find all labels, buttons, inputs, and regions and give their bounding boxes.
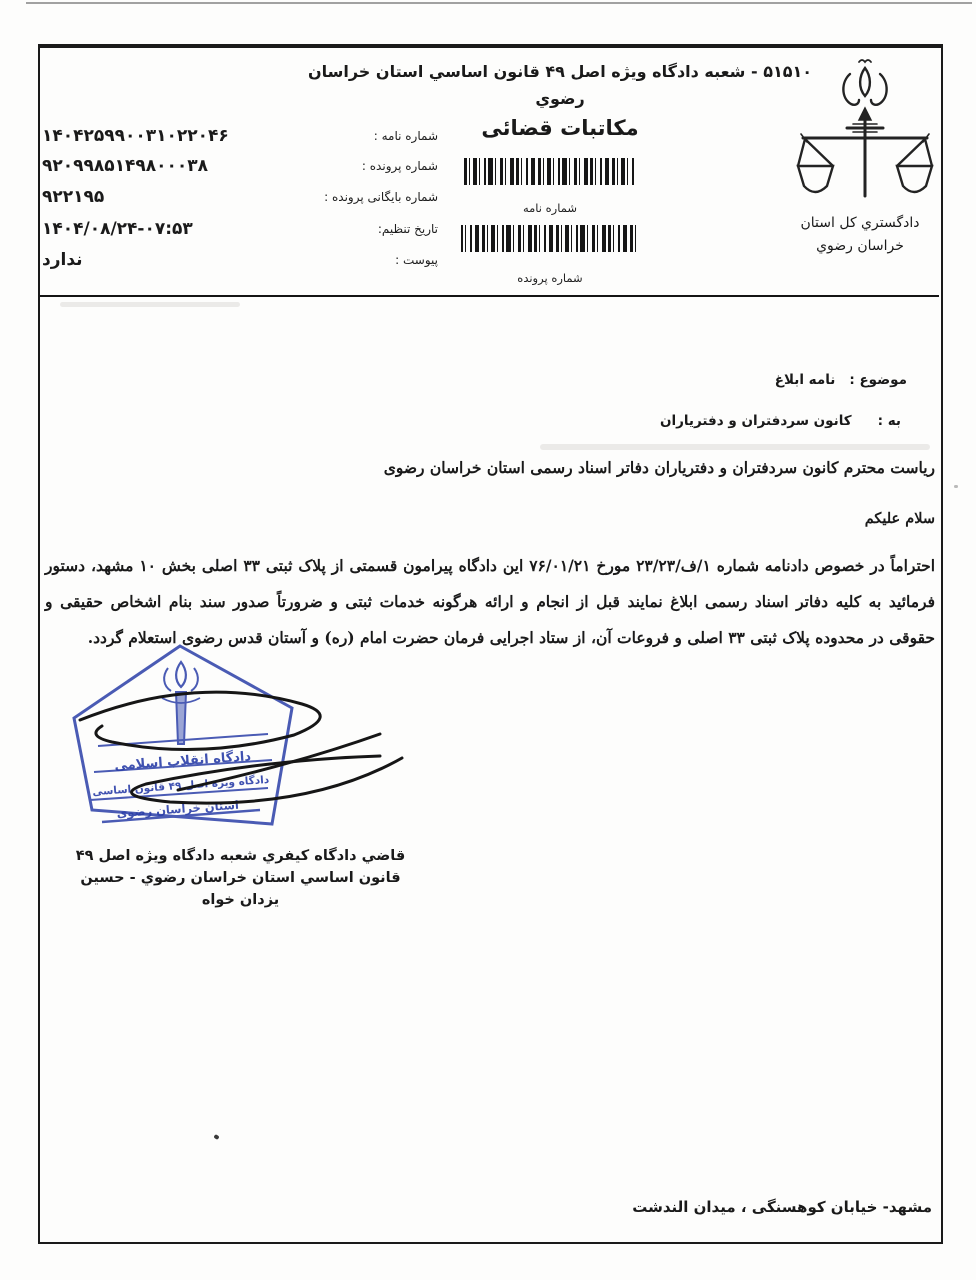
meta-row-attachment: [42, 245, 438, 275]
justice-department-caption: [770, 212, 950, 258]
attachment-label: پیوست :: [395, 253, 438, 267]
subject-label: موضوع :: [849, 372, 907, 388]
date-label: تاریخ تنظیم:: [377, 222, 438, 236]
signer-line1: قاضي دادگاه كيفري شعبه دادگاه ويژه اصل ۴۹: [75, 848, 406, 864]
court-branch-title-line1: ۵۱۵۱۰ - شعبه دادگاه ویژه اصل ۴۹ قانون اساسي استان خراسان: [307, 62, 813, 81]
footer-address: مشهد- خیابان کوهسنگی ، میدان الندشت: [632, 1198, 932, 1216]
scan-smudge: [540, 444, 930, 450]
attachment-value: ندارد: [42, 250, 83, 270]
case-number-label: شماره پرونده :: [361, 159, 438, 173]
meta-row-date: [42, 213, 438, 245]
stamp-text-line1: دادگاه انقلاب اسلامی: [113, 749, 252, 774]
scan-speck: [954, 485, 958, 488]
court-stamp: [50, 638, 440, 853]
court-branch-title: [240, 58, 880, 112]
salutation: سلام علیکم: [864, 510, 935, 527]
document-type-title: مکاتبات قضائی: [481, 116, 639, 140]
to-label: به :: [877, 413, 901, 429]
barcode-case-number-caption: شماره پرونده: [517, 271, 583, 285]
scan-edge-line: [26, 2, 972, 4]
justice-department-caption-line1: دادگستري كل استان: [800, 215, 920, 231]
subject-value: نامه ابلاغ: [774, 372, 836, 388]
signer-line3: يزدان خواه: [201, 892, 280, 908]
to-row: [660, 413, 901, 429]
meta-row-letter-number: [42, 121, 438, 151]
recipient-line: ریاست محترم کانون سردفتران و دفتریاران دفاتر اسناد رسمی استان خراسان رضوی: [383, 458, 935, 477]
stamp-text-line3: استان خراسان رضوی: [116, 797, 240, 821]
judiciary-scales-emblem: [795, 54, 935, 214]
signer-line2: قانون اساسي استان خراسان رضوي - حسين: [80, 870, 401, 886]
letter-number-value: ۱۴۰۴۲۵۹۹۰۰۳۱۰۲۲۰۴۶: [42, 126, 229, 146]
header-separator-line: [40, 295, 939, 297]
archive-number-value: ۹۲۲۱۹۵: [42, 187, 105, 207]
date-value: ۱۴۰۴/۰۸/۲۴-۰۷:۵۳: [42, 219, 193, 239]
letter-number-label: شماره نامه :: [373, 129, 438, 143]
signer-block: [68, 845, 413, 911]
case-number-value: ۹۲۰۹۹۸۵۱۴۹۸۰۰۰۳۸: [42, 156, 209, 176]
stamp-and-signature: [50, 638, 440, 857]
subject-row: [775, 372, 907, 388]
court-branch-title-line2: رضوي: [535, 89, 585, 108]
meta-fields: [42, 121, 438, 275]
stamp-text-line2: دادگاه ویژه اصل ۴۹ قانون اساسی: [91, 773, 270, 799]
letter-body-paragraph: احتراماً در خصوص دادنامه شماره ۱/ف/۲۳/۲۳ مورخ ۷۶/۰۱/۲۱ این دادگاه پیرامون قسمتی از پلاک ثبتی ۳۳ اصلی بخش ۱۰ مشهد، دستور فرمائید به کلیه دفاتر اسناد رسمی ابلاغ نمایند قبل از انجام و ارائه هرگونه خدمات ثبتی و ضرورتاً صدور سند بنام اشخاص حقیقی و حقوقی در محدوده پلاک ثبتی ۳۳ اصلی و فروعات آن، از ستاد اجرایی فرمان حضرت امام (ره) و آستان قدس رضوی استعلام گردد.: [45, 556, 936, 647]
barcode-letter-number: [464, 158, 636, 185]
to-value: کانون سردفتران و دفتریاران: [659, 413, 852, 429]
archive-number-label: شماره بایگانی پرونده :: [324, 190, 438, 204]
meta-row-case-number: [42, 151, 438, 181]
meta-row-archive-number: [42, 181, 438, 213]
barcode-case-number: [461, 225, 638, 252]
scan-smudge: [60, 302, 240, 307]
barcode-letter-number-caption: شماره نامه: [522, 201, 578, 215]
justice-department-caption-line2: خراسان رضوي: [816, 238, 904, 254]
